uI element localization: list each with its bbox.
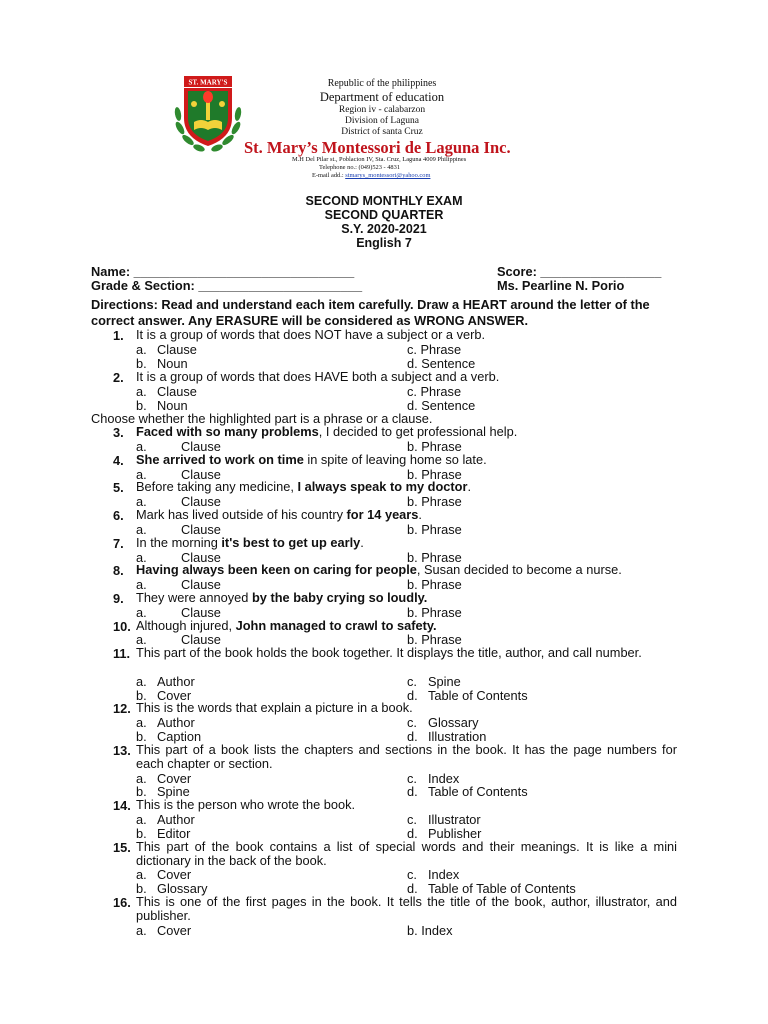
q9-pre: They were annoyed xyxy=(136,590,252,605)
republic-line: Republic of the philippines xyxy=(327,78,437,89)
q16-option-a[interactable] xyxy=(136,923,191,938)
q1-option-d[interactable]: d. Sentence xyxy=(407,356,476,371)
q3-highlight: Faced with so many problems xyxy=(136,424,319,439)
q7-text xyxy=(136,536,677,550)
option-letter: a. xyxy=(136,384,147,399)
option-letter: a. xyxy=(136,439,147,454)
option-text: Clause xyxy=(181,467,221,482)
option-letter: a. xyxy=(136,674,147,689)
q16-text: This is one of the first pages in the book. It tells the title of the book, author, illustrator, and publisher. xyxy=(136,894,677,923)
option-text: Clause xyxy=(181,522,221,537)
q2-option-d[interactable]: d. Sentence xyxy=(407,398,476,413)
q5-number: 5. xyxy=(113,480,124,495)
email-label: E-mail add.: xyxy=(312,172,344,179)
q15-option-a[interactable] xyxy=(136,867,191,882)
q5-text xyxy=(136,480,677,494)
q8-number: 8. xyxy=(113,563,124,578)
q8-highlight: Having always been keen on caring for people xyxy=(136,562,417,577)
q2-option-a[interactable] xyxy=(136,384,197,399)
school-name: St. Mary’s Montessori de Laguna Inc. xyxy=(244,138,511,157)
option-text: Caption xyxy=(157,729,202,744)
school-logo xyxy=(170,74,246,154)
q2-number: 2. xyxy=(113,370,124,385)
q14-option-c[interactable] xyxy=(407,812,481,827)
score-field[interactable]: Score: _________________ xyxy=(497,264,662,279)
q4-option-b[interactable]: b. Phrase xyxy=(407,467,462,482)
option-letter: b. xyxy=(136,688,147,703)
email-line xyxy=(312,172,430,179)
q7-pre: In the morning xyxy=(136,535,222,550)
address-line: M.H Del Pilar st., Poblacion IV, Sta. Cruz, Laguna 4009 Philippines xyxy=(292,156,467,163)
option-text: Clause xyxy=(181,439,221,454)
district-line: District of santa Cruz xyxy=(341,127,423,137)
q11-number: 11. xyxy=(113,646,131,661)
q2-option-c[interactable]: c. Phrase xyxy=(407,384,462,399)
q14-number: 14. xyxy=(113,798,131,813)
q2-text: It is a group of words that does HAVE both a subject and a verb. xyxy=(136,369,500,384)
option-text: Cover xyxy=(157,771,192,786)
option-letter: b. xyxy=(136,729,147,744)
telephone-line: Telephone no.: (049)523 - 4831 xyxy=(319,164,401,171)
option-letter: c. xyxy=(407,812,417,827)
q14-text: This is the person who wrote the book. xyxy=(136,797,356,812)
q3-option-b[interactable]: b. Phrase xyxy=(407,439,462,454)
q6-post: . xyxy=(418,507,422,522)
q11-option-a[interactable] xyxy=(136,674,195,689)
phrase-clause-instruction: Choose whether the highlighted part is a phrase or a clause. xyxy=(91,411,433,426)
q10-highlight: John managed to crawl to safety. xyxy=(235,618,437,633)
q13-text: This part of a book lists the chapters and sections in the book. It has the page numbers for each chapter or section. xyxy=(136,742,677,771)
option-letter: a. xyxy=(136,494,147,509)
q6-highlight: for 14 years xyxy=(346,507,419,522)
option-letter: a. xyxy=(136,867,147,882)
option-letter: d. xyxy=(407,881,418,896)
q8-text xyxy=(136,563,677,577)
q9-highlight: by the baby crying so loudly. xyxy=(251,590,428,605)
option-letter: c. xyxy=(407,715,417,730)
option-letter: d. xyxy=(407,784,418,799)
q1-text: It is a group of words that does NOT have a subject or a verb. xyxy=(136,327,486,342)
q4-text xyxy=(136,453,677,467)
option-letter: a. xyxy=(136,923,147,938)
option-letter: a. xyxy=(136,577,147,592)
subject-title: English 7 xyxy=(356,236,412,250)
q11-text: This part of the book holds the book together. It displays the title, author, and call number. xyxy=(136,645,642,660)
option-text: Author xyxy=(157,715,195,730)
q9-number: 9. xyxy=(113,591,124,606)
school-year: S.Y. 2020-2021 xyxy=(341,222,427,236)
option-letter: d. xyxy=(407,826,418,841)
option-text: Noun xyxy=(157,398,188,413)
q1-option-a[interactable] xyxy=(136,342,197,357)
option-letter: a. xyxy=(136,342,147,357)
option-text: Cover xyxy=(157,688,192,703)
q6-text xyxy=(136,508,677,522)
q15-number: 15. xyxy=(113,840,131,855)
option-text: Author xyxy=(157,812,195,827)
q11-option-c[interactable] xyxy=(407,674,461,689)
q12-option-c[interactable] xyxy=(407,715,479,730)
q12-number: 12. xyxy=(113,701,131,716)
option-text: Clause xyxy=(181,494,221,509)
option-text: Cover xyxy=(157,923,192,938)
q6-pre: Mark has lived outside of his country xyxy=(136,507,347,522)
q4-number: 4. xyxy=(113,453,124,468)
option-letter: b. xyxy=(136,356,147,371)
q5-highlight: I always speak to my doctor xyxy=(297,479,468,494)
teacher-name: Ms. Pearline N. Porio xyxy=(497,278,625,293)
option-text: Author xyxy=(157,674,195,689)
option-letter: c. xyxy=(407,674,417,689)
option-text: Clause xyxy=(157,342,197,357)
option-letter: b. xyxy=(136,398,147,413)
option-text: Cover xyxy=(157,867,192,882)
q13-number: 13. xyxy=(113,743,131,758)
q10-pre: Although injured, xyxy=(136,618,236,633)
q5-post: . xyxy=(467,479,472,494)
option-letter: a. xyxy=(136,715,147,730)
option-letter: c. xyxy=(407,771,417,786)
q3-number: 3. xyxy=(113,425,124,440)
directions: Directions: Read and understand each item carefully. Draw a HEART around the letter of the correct answer. Any ERASURE will be considered as WRONG ANSWER. xyxy=(91,297,650,328)
option-text: Index xyxy=(428,867,460,882)
option-letter: b. xyxy=(136,881,147,896)
option-text: Clause xyxy=(157,384,197,399)
option-text: Spine xyxy=(428,674,461,689)
q16-number: 16. xyxy=(113,895,131,910)
q10-option-b[interactable]: b. Phrase xyxy=(407,632,462,647)
q6-number: 6. xyxy=(113,508,124,523)
q5-option-b[interactable]: b. Phrase xyxy=(407,494,462,509)
q9-text xyxy=(136,591,677,605)
option-text: Spine xyxy=(157,784,190,799)
option-letter: a. xyxy=(136,522,147,537)
q15-option-c[interactable] xyxy=(407,867,459,882)
q6-option-b[interactable]: b. Phrase xyxy=(407,522,462,537)
option-text: Illustration xyxy=(428,729,487,744)
option-text: Clause xyxy=(181,577,221,592)
option-text: Table of Contents xyxy=(428,688,528,703)
q16-option-b[interactable]: b. Index xyxy=(407,923,453,938)
option-text: Table of Table of Contents xyxy=(428,881,576,896)
option-letter: b. xyxy=(136,784,147,799)
q12-text: This is the words that explain a picture in a book. xyxy=(136,700,413,715)
name-field[interactable]: Name: _______________________________ xyxy=(91,264,355,279)
q4-highlight: She arrived to work on time xyxy=(136,452,304,467)
option-text: Editor xyxy=(157,826,191,841)
exam-title: SECOND MONTHLY EXAM xyxy=(305,194,463,208)
email-link[interactable]: stmarys_montessori@yahoo.com xyxy=(345,172,431,179)
q7-post: . xyxy=(360,535,364,550)
q14-option-a[interactable] xyxy=(136,812,195,827)
option-text: Clause xyxy=(181,605,221,620)
logo-banner-text: ST. MARY'S xyxy=(188,78,228,87)
q5-pre: Before taking any medicine, xyxy=(136,479,298,494)
exam-quarter: SECOND QUARTER xyxy=(324,208,444,222)
option-letter: a. xyxy=(136,605,147,620)
option-letter: c. xyxy=(407,867,417,882)
q3-text xyxy=(136,425,677,439)
option-letter: a. xyxy=(136,812,147,827)
option-text: Publisher xyxy=(428,826,482,841)
q1-option-c[interactable]: c. Phrase xyxy=(407,342,462,357)
option-letter: b. xyxy=(136,826,147,841)
option-letter: a. xyxy=(136,550,147,565)
option-text: Glossary xyxy=(428,715,479,730)
option-text: Noun xyxy=(157,356,188,371)
q12-option-a[interactable] xyxy=(136,715,195,730)
q4-rest: in spite of leaving home so late. xyxy=(303,452,487,467)
region-line: Region iv - calabarzon xyxy=(338,105,426,115)
q8-rest: , Susan decided to become a nurse. xyxy=(416,562,622,577)
q7-number: 7. xyxy=(113,536,124,551)
q3-rest: , I decided to get professional help. xyxy=(318,424,518,439)
q7-option-b[interactable]: b. Phrase xyxy=(407,550,462,565)
q8-option-b[interactable]: b. Phrase xyxy=(407,577,462,592)
option-text: Index xyxy=(428,771,460,786)
option-text: Clause xyxy=(181,632,221,647)
q13-option-d[interactable] xyxy=(407,784,528,799)
q10-text xyxy=(136,619,677,633)
option-letter: a. xyxy=(136,771,147,786)
option-text: Glossary xyxy=(157,881,208,896)
option-text: Table of Contents xyxy=(428,784,528,799)
q9-option-b[interactable]: b. Phrase xyxy=(407,605,462,620)
option-letter: a. xyxy=(136,632,147,647)
grade-section-field[interactable]: Grade & Section: _______________________ xyxy=(91,278,363,293)
q10-number: 10. xyxy=(113,619,131,634)
option-letter: a. xyxy=(136,467,147,482)
division-line: Division of Laguna xyxy=(345,116,419,126)
q15-text: This part of the book contains a list of special words and their meanings. It is like a mini dictionary in the back of the book. xyxy=(136,839,677,868)
option-letter: d. xyxy=(407,729,418,744)
q7-highlight: it's best to get up early xyxy=(221,535,361,550)
option-text: Illustrator xyxy=(428,812,481,827)
option-letter: d. xyxy=(407,688,418,703)
option-text: Clause xyxy=(181,550,221,565)
q1-number: 1. xyxy=(113,328,124,343)
department-line: Department of education xyxy=(319,90,445,104)
